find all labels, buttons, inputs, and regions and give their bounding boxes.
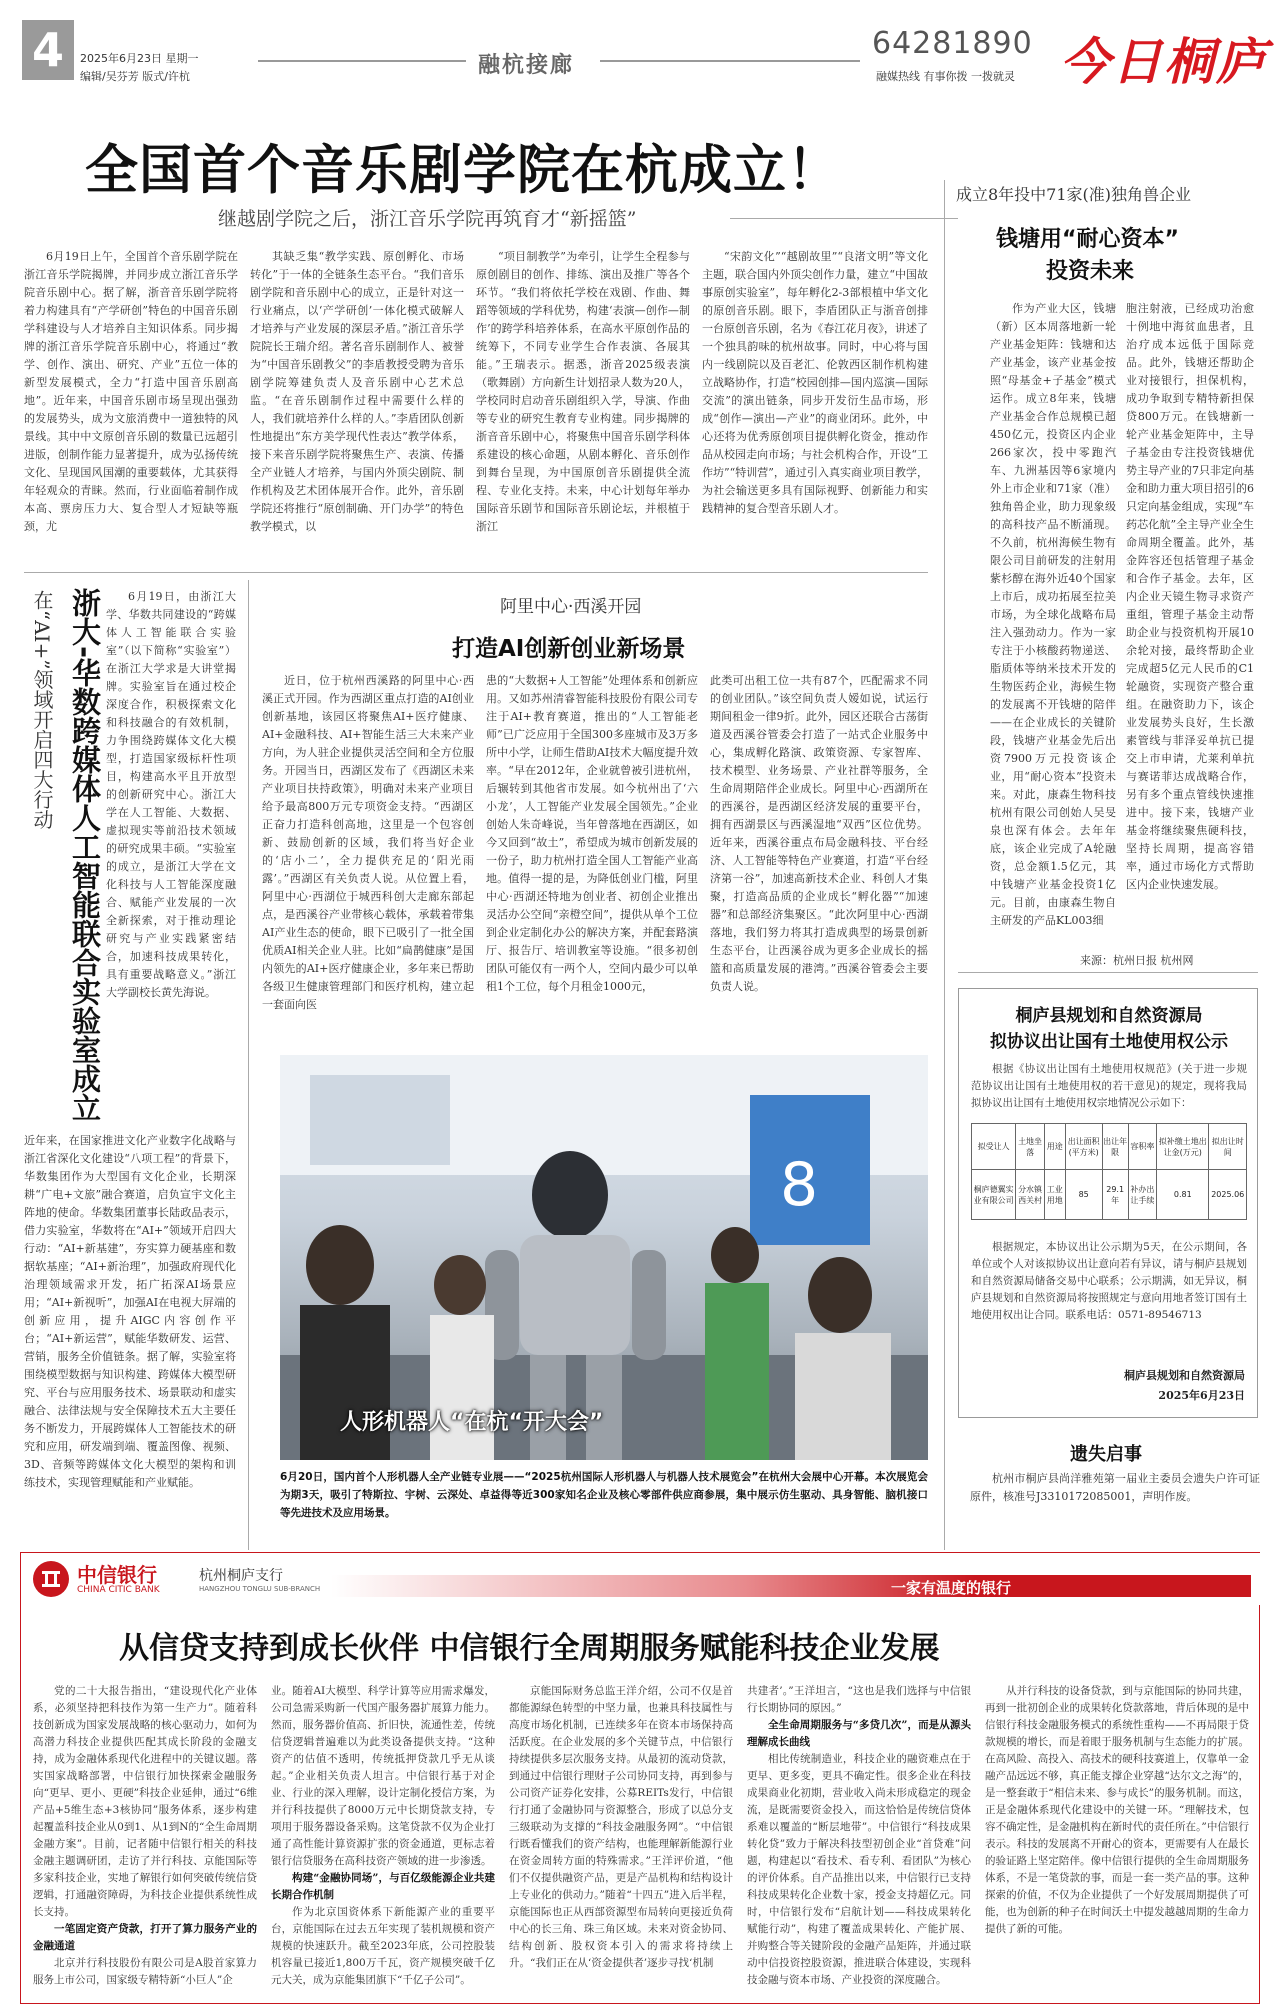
zj-side-kicker (30, 590, 54, 830)
citic-ad (20, 1552, 1260, 2004)
qiantang-source: 来源：杭州日报 杭州网 (1080, 954, 1194, 967)
citic-title: 从信贷支持到成长伙伴 中信银行全周期服务赋能科技企业发展 (119, 1631, 940, 1666)
hotline-text: 融媒热线 有事你拨 一拨就灵 (876, 70, 1015, 83)
ali-col-3: 此类可出租工位一共有87个，匹配需求不同的创业团队。”该空间负责人嫒如说，试运行期间租金一律9折。此外，园区还联合古荡街道及西溪谷管委会打造了一站式企业服务中心，集成孵化路演、政策资源、专家智库、技术模型、业务场景、产业社群等服务，全生命周期陪伴企业成长。阿里中心·西湖所在的西溪谷，是西湖区经济发展的重要平台，拥有西湖景区与西溪湿地“双西”区位优势。近年来，西溪谷重点布局金融科技、平台经济、人工智能等特色产业赛道，打造“平台经济第一谷”，加速高新技术企业、科创人才集聚，打造高品质的企业成长“孵化器”“加速器”和总部经济集聚区。“此次阿里中心·西湖落地，我们努力将其打造成典型的场景创新生态平台，让西溪谷成为更多企业成长的摇篮和高质量发展的港湾。”西溪谷管委会主要负责人说。 (710, 674, 928, 993)
table-cell: 桐庐德翼实业有限公司 (972, 1170, 1016, 1220)
zj-col-wide: 近年来，在国家推进文化产业数字化战略与浙江省深化文化建设“八项工程”的背景下，华数集团作为大型国有文化企业，长期深耕“广电+文旅”融合赛道，启负宣宇文化主阵地的使命。华数集团董事长陆政品表示，借力实验室，华数将在“AI+”领域开启四大行动：“AI+新基建”，夯实算力硬基座和数据软基座；“AI+新治理”，加强政府现代化治理领域需求开发，拓广拓深AI场景应用；“AI+新视听”，加强AI在电视大屏端的创新应用，提升AIGC内容创作平台；“AI+新运营”，赋能华数研发、运营、营销，服务全价值链条。据了解，实验室将围绕模型数据与知识构建、跨媒体大模型研究、平台与应用服务技术、场景联动和虚实融合、法律法规与安全保障技术五大主要任务不断发力，开展跨媒体人工智能技术的研究和应用，研发端到端、覆盖图像、视频、3D、音频等跨媒体文化大模型的架构和训练技术，实现管理赋能和产业赋能。 (24, 1134, 236, 1489)
page-number: 4 (22, 20, 74, 80)
paper-logo: 今日桐庐 (1060, 32, 1268, 91)
table-header-cell: 用途 (1044, 1124, 1065, 1170)
qiantang-title-line-2: 投资未来 (1046, 259, 1135, 284)
editors-line: 编辑/吴芬芳 版式/许杭 (80, 70, 190, 83)
land-table (971, 1123, 1247, 1220)
right-column-rule (944, 180, 945, 1550)
lead-bottom-rule (24, 572, 928, 573)
citic-slogan: 一家有温度的银行 (891, 1579, 1012, 1597)
table-cell: 补办出让手续 (1128, 1170, 1157, 1220)
tonglu-intro: 根据《协议出让国有土地使用权规范》(关于进一步规范协议出让国有土地使用权的若干意见)的规定，现将我局拟协议出让国有土地使用权宗地情况公示如下： (971, 1063, 1247, 1109)
lost-text: 杭州市桐庐县尚洋雅苑第一届业主委员会遗失户许可证原件，核准号J3310172085001，声明作废。 (970, 1472, 1260, 1503)
citic-name-cn: 中信银行 (77, 1563, 157, 1587)
zj-headline-text: 浙大-华数跨媒体人工智能联合实验室成立 (68, 588, 102, 1123)
ali-title: 打造AI创新创业新场景 (452, 636, 686, 662)
svg-text:8: 8 (780, 1150, 819, 1220)
lost-title: 遗失启事 (1070, 1444, 1142, 1465)
tonglu-title-line-2: 拟协议出让国有土地使用权公示 (990, 1032, 1228, 1052)
tonglu-body: 根据规定，本协议出让公示期为5天，在公示期间，各单位或个人对该拟协议出让意向若有异议，请与桐庐县规划和自然资源局储备交易中心联系；公示期满，如无异议，桐庐县规划和自然资源局将按照规定与意向用地者签订国有土地使用权出让合同。联系电话：0571-89546713 (971, 1241, 1247, 1321)
zj-headline (62, 588, 102, 1122)
table-cell: 2025.06 (1209, 1170, 1247, 1220)
citic-col-1: 党的二十大报告指出，“建设现代化产业体系，必须坚持把科技作为第一生产力”。随着科技创新成为国家发展战略的核心驱动力，如何为高潜力科技企业提供匹配其成长阶段的金融支持，成为金融体系现代化进程中的关键议题。落实国家战略部署，中信银行加快探索金融服务向“更早、更小、更硬”科技企业延伸，通过“6维产品+5维生态+3核协同”服务体系，逐步构建起覆盖科技企业从0到1、从1到N的“全生命周期金融方案”。目前，记者随中信银行相关的科技金融主题调研团，走访了并行科技、京能国际等多家科技企业，实地了解银行如何突破传统信贷逻辑，打通融资障碍，为科技企业提供系统性成长支持。 一笔固定资产贷款，打开了算力服务产业的金融通道 北京并行科技股份有限公司是A股首家算力服务上市公司，国家级专精特新“小巨人”企 (33, 1685, 257, 1986)
citic-col2-subhead: 构建“金融协同场”，与百亿级能源企业共建长期合作机制 (271, 1872, 495, 1901)
citic-name-en: CHINA CITIC BANK (77, 1585, 160, 1595)
ali-col-2: 患的“大数据+人工智能”处理体系和创新应用。又如苏州清睿智能科技股份有限公司专注于AI+教育赛道，推出的“人工智能老师”已广泛应用于全国300多座城市及3万多所中小学，让师生借助AI技术大幅度提升效率。“早在2012年，企业就曾被引进杭州，后辗转到其他省市发展。如今杭州出了‘六小龙’，人工智能产业发展全国领先。”企业创始人朱奇峰说，当年曾落地在西湖区，如今又回到“故土”，希望成为城市创新发展的一份子，助力杭州打造全国人工智能产业高地。值得一提的是，为降低创业门槛，阿里中心·西湖还特地为创业者、初创企业推出灵活办公空间“亲橙空间”，提供从单个工位到企业定制化办公的解决方案，并配套路演厅、报告厅、培训教室等设施。“很多初创团队可能仅有一两个人，空间内最少可以单租1个工位，每个月租金1000元， (486, 674, 698, 993)
table-cell: 工业用地 (1044, 1170, 1065, 1220)
citic-col-4: 共建者’。”王洋坦言，“这也是我们选择与中信银行长期协同的原因。” 全生命周期服务与“多贷几次”，而是从源头理解成长曲线 相比传统制造业，科技企业的融资难点在于更早、更多变，更具不确定性。很多企业在科技成果商业化初期，营业收入尚未形成稳定的现金流，是既需要资金投入，而这恰恰是传统信贷体系难以覆盖的“断层地带”。中信银行“科技成果转化贷”致力于解决科技型初创企业“首贷难”问题，构建起以“看技术、看专利、看团队”为核心的评价体系。自产品推出以来，中信银行已支持科技成果转化企业数十家，授金支持超亿元。同时，中信银行发布“启航计划——科技成果转化赋能行动”，构建了覆盖成果转化、产能扩展、并购整合等关键阶段的金融产品矩阵，并通过联动中信投资控股资源，推进联合体建设，实现科技金融与资本市场、产业投资的深度融合。 (747, 1685, 971, 1986)
zj-side-kicker-text: 在“AI+”领域开启四大行动 (30, 590, 54, 830)
table-header-cell: 出让年限 (1102, 1124, 1128, 1170)
citic-logo-icon (33, 1561, 69, 1597)
qiantang-bottom-rule (958, 972, 1258, 973)
ali-kicker: 阿里中心·西溪开园 (500, 597, 642, 617)
lead-title: 全国首个音乐剧学院在杭成立！ (85, 140, 841, 201)
lead-col-2: 其缺乏集“教学实践、原创孵化、市场转化”于一体的全链条生态平台。“我们音乐剧学院和音乐剧中心的成立，正是针对这一行业痛点，以‘产学研创’一体化模式破解人才培养与产业发展的深层矛盾。”浙江音乐学院院长王瑞介绍。著名音乐剧制作人、被誉为“中国音乐剧教父”的李盾教授受聘为音乐剧学院筹建负责人及音乐剧中心艺术总监。“在音乐剧制作过程中需要什么样的人，我们就培养什么样的人。”李盾团队创新性地提出“东方美学现代性表达”教学体系，接下来音乐剧学院将聚焦生产、表演、传播全产业链人才培养，与国内外顶尖剧院、制作机构及艺术团体展开合作。此外，音乐剧学院还将推行“原创制确、开门办学”的特色教学模式，以 (250, 250, 464, 533)
expo-photo-art (280, 1055, 928, 1460)
citic-col-3: 京能国际财务总监王洋介绍，公司不仅是首都能源绿色转型的中坚力量，也兼具科技属性与高度市场化机制，已连续多年在资本市场保持高活跃度。在企业发展的多个关键节点，中信银行持续提供多层次服务支持。从最初的流动贷款，到通过中信银行理财子公司协同支持，再到参与公司资产证券化安排，公募REITs发行，中信银行打通了金融协同与资源整合，形成了以总分支三级联动为支撑的“科技金融服务网”。“中信银行既看懂我们的资产结构，也能理解新能源行业在资金周转方面的特殊需求。”王洋评价道，“他们不仅提供融资产品，更是产品机构和结构设计上专业化的供动力。”随着“十四五”进入后半程，京能国际也正从西部资源型布局转向更接近负荷中心的长三角、珠三角区域。未来对资金协同、结构创新、股权资本引入的需求将持续上升。“我们正在从‘资金提供者’逐步寻找‘机制 (509, 1685, 733, 1969)
table-header-row (972, 1124, 1247, 1170)
qiantang-kicker: 成立8年投中71家(准)独角兽企业 (956, 185, 1192, 204)
citic-branch: 杭州桐庐支行 (199, 1568, 283, 1584)
tonglu-date: 2025年6月23日 (1158, 1389, 1245, 1402)
table-row (972, 1170, 1247, 1220)
hotline-number: 64281890 (872, 26, 1033, 61)
lead-col-4: “宋韵文化”“越剧故里”“良渚文明”等文化主题，联合国内外顶尖创作力量，建立“中国故事原创实验室”，每年孵化2-3部根植中华文化的原创音乐剧。眼下，李盾团队正与浙音创排一台原创音乐剧，名为《春江花月夜》，讲述了一个独具韵味的杭州故事。同时，中心将与国内一线剧院以及百老汇、伦敦西区制作机构建立战略协作，打造“校园创排—国内巡演—国际交流”的演出链条，同步开发衍生品市场，形成“创作—演出—产业”的商业闭环。此外，中心还将为优秀原创项目提供孵化资金，推动作品从校园走向市场；与社会机构合作，开设“工作坊”“特训营”，通过引入真实商业项目教学，为社会输送更多具有国际视野、创新能力和实践精神的复合型音乐剧人才。 (702, 250, 928, 515)
tonglu-title-line-1: 桐庐县规划和自然资源局 (1015, 1006, 1203, 1026)
table-header-cell: 拟受让人 (972, 1124, 1016, 1170)
table-cell: 85 (1065, 1170, 1102, 1220)
zj-col-narrow: 6月19日，由浙江大学、华数共同建设的“跨媒体人工智能联合实验室”（以下简称“实验室”）在浙江大学求是大讲堂揭牌。实验室旨在通过校企深度合作，积极探索文化和科技融合的有效机制，力争围绕跨媒体文化大模型，打造国家级标杆性项目，构建高水平且开放型的创新研究中心。浙江大学在人工智能、大数据、虚拟现实等前沿技术领域的研究成果丰硕。“实验室的成立，是浙江大学在文化科技与人工智能深度融合、赋能产业发展的一次全新探索，对于推动理论研究与产业实践紧密结合，加速科技成果转化，具有重要战略意义。”浙江大学副校长黄先海说。 (106, 590, 236, 999)
expo-photo (280, 1055, 928, 1460)
tonglu-notice (958, 988, 1258, 1418)
table-header-cell: 拟出让时间 (1209, 1124, 1247, 1170)
lead-subtitle: 继越剧学院之后，浙江音乐学院再筑育才“新摇篮” (218, 208, 637, 230)
table-cell: 分水镇西关村 (1016, 1170, 1045, 1220)
photo-overlay-title: 人形机器人“在杭“开大会” (340, 1410, 604, 1435)
citic-col-2: 业。随着AI大模型、科学计算等应用需求爆发，公司急需采购新一代国产服务器扩展算力能力。然而，服务器价值高、折旧快，流通性差，传统信贷逻辑普遍难以为此类设备提供支持。“这种资产的估值不透明，传统抵押贷款几乎无从谈起。”企业相关负责人坦言。中信银行基于对企业、行业的深入理解，设计定制化授信方案，为并行科技提供了8000万元中长期贷款支持，专项用于服务器设备采购。这笔贷款不仅为企业打通了高性能计算资源扩张的资金通道，更标志着银行信贷服务在高科技资产领域的进一步渗透。 构建“金融协同场”，与百亿级能源企业共建长期合作机制 作为北京国资体系下新能源产业的重要平台，京能国际在过去五年实现了装机规模和资产规模的快速跃升。截至2023年底，公司控股装机容量已接近1,800万千瓦，资产规模突破千亿元大关，成为京能集团旗下“千亿子公司”。 (271, 1685, 495, 1986)
lead-subtitle-rule (730, 218, 958, 219)
masthead (0, 0, 1280, 91)
citic-branch-en: HANGZHOU TONGLU SUB-BRANCH (199, 1585, 321, 1593)
citic-col1-subhead: 一笔固定资产贷款，打开了算力服务产业的金融通道 (33, 1923, 257, 1952)
table-header-cell: 出让面积(平方米) (1065, 1124, 1102, 1170)
citic-col4-subhead: 全生命周期服务与“多贷几次”，而是从源头理解成长曲线 (747, 1719, 971, 1748)
table-header-cell: 拟补缴土地出让金(万元) (1157, 1124, 1209, 1170)
qiantang-col-1: 作为产业大区，钱塘（新）区本周落地新一轮产业基金矩阵：钱塘和达产业基金，该产业基金按照“母基金+子基金”模式运作。成立8年来，钱塘产业基金合作总规模已超450亿元，投资区内企业266家次，投中零跑汽车、九洲基因等6家境内外上市企业和71家（准）独角兽企业，助力现象级的高科技产品不断涌现。不久前，杭州海候生物有限公司目前研发的注射用紫杉醇在海外近40个国家上市后，成功拓展至拉美市场，为全球化战略布局注入强劲动力。作为一家专注于小核酸药物递送、脂质体等纳米技术开发的生物医药企业，海候生物的发展离不开钱塘的陪伴——在企业成长的关键阶段，钱塘产业基金先后出资7900万元投资该企业，用“耐心资本”投资未来。对此，康森生物科技杭州有限公司创始人吴旻泉也深有体会。去年年底，该企业完成了A轮融资，总金额1.5亿元，其中钱塘产业基金投资1亿元。目前，由康森生物自主研发的产品KL003细 (990, 302, 1116, 927)
zj-divider (248, 580, 249, 1550)
table-header-cell: 土地坐落 (1016, 1124, 1045, 1170)
section-rule-left (258, 60, 466, 62)
table-cell: 29.1年 (1102, 1170, 1128, 1220)
qiantang-title-line-1: 钱塘用“耐心资本” (996, 227, 1179, 252)
issue-date: 2025年6月23日 星期一 (80, 52, 199, 65)
section-name: 融杭接廊 (478, 53, 575, 78)
citic-col-5: 从并行科技的设备贷款，到与京能国际的协同共建，再到一批初创企业的成果转化贷款落地，背后体现的是中信银行科技金融服务模式的系统性重构——不再局限于贷款规模的增长，而是着眼于服务机制与生态能力的扩展。在高风险、高投入、高技术的硬科技赛道上，仅靠单一金融产品远远不够，真正能支撑企业穿越“达尔文之海”的，是一整套敢于“相信未来、参与成长”的服务机制。而这，正是金融体系现代化建设中的关键一环。“理解技术，包容不确定性，是金融机构在新时代的责任所在。”中信银行表示。科技的发展离不开耐心的资本，更需要有人在最长的验证路上坚定陪伴。像中信银行提供的全生命周期服务体系，不是一笔贷款的事，而是一套一类产品的事。这种探索的价值，不仅为企业提供了一个好发展周期提供了可能，也为创新的种子在时间沃土中提发越越周期的生命力提供了新的可能。 (985, 1685, 1249, 1935)
table-cell: 0.81 (1157, 1170, 1209, 1220)
ali-col-1: 近日，位于杭州西溪路的阿里中心·西溪正式开园。作为西湖区重点打造的AI创业创新基地，该园区将聚焦AI+医疗健康、AI+金融科技、AI+智能生活三大未来产业方向，为人驻企业提供灵活空间和全方位服务。开园当日，西湖区发布了《西湖区未来产业项目扶持政策》，明确对未来产业项目给予最高800万元专项资金支持。“西湖区正奋力打造科创高地，这里是一个包容创新、鼓励创新的区域，我们将当好企业的‘店小二’，全力提供充足的‘阳光雨露’。”西湖区有关负责人说。从位置上看，阿里中心·西湖位于城西科创大走廊东部起点，是西溪谷产业带核心载体，承载着带集AI产业生态的使命，眼下已吸引了一批全国优质AI相关企业人驻。比如“扁鹊健康”是国内领先的AI+医疗健康企业，多年来已帮助各级卫生健康管理部门和医疗机构，建立起一套面向医 (262, 674, 474, 1011)
citic-logo-mark (33, 1561, 69, 1597)
lead-col-1: 6月19日上午，全国首个音乐剧学院在浙江音乐学院揭牌，并同步成立浙江音乐学院音乐剧中心。据了解，浙音音乐剧学院将着力构建具有“产学研创”特色的中国音乐剧学科建设与人才培养自主知识体系。同步揭牌的浙江音乐学院音乐剧中心，将通过“教学、创作、演出、研究、产业”五位一体的新型发展模式，全力“打造中国音乐剧高地”。近年来，中国音乐剧市场呈现出强劲的发展势头，成为文旅消费中一道独特的风景线。其中中文原创音乐剧的数量已远超引进版，创制作能力显著提升，成为弘扬传统文化、呈现国风国潮的重要载体，尤其获得年轻观众的青睐。然而，行业面临着制作成本高、票房压力大、复合型人才短缺等瓶颈，尤 (24, 250, 238, 533)
table-header-cell: 容积率 (1128, 1124, 1157, 1170)
citic-slogan-bar (331, 1575, 1251, 1597)
section-rule-right (600, 60, 860, 62)
photo-caption: 6月20日，国内首个人形机器人全产业链专业展——“2025杭州国际人形机器人与机器人技术展览会”在杭州大会展中心开幕。本次展览会为期3天，吸引了特斯拉、宇树、云深处、卓益得等近300家知名企业及核心零部件供应商参展，集中展示仿生驱动、具身智能、脑机接口等先进技术及应用场景。 (280, 1471, 928, 1519)
tonglu-signature: 桐庐县规划和自然资源局 (1124, 1369, 1245, 1382)
qiantang-col-2: 胞注射液，已经成功治愈十例地中海贫血患者，且治疗成本远低于国际竞品。此外，钱塘还帮助企业对接银行，担保机构，成功争取到专精特新担保贷800万元。在钱塘新一轮产业基金矩阵中，主导子基金由专注投资钱塘优势主导产业的7只非定向基金和助力重大项目招引的6只定向基金组成，实现“车药芯化航”全主导产业全生命周期全覆盖。此外，基金阵容还包括管理子基金和合作子基金。去年，区内企业天镜生物寻求资产重组，管理子基金主动帮助企业与投资机构开展10余轮对接，最终帮助企业完成超5亿元人民币的C1轮融资，实现资产整合重组。在融资助力下，该企业发展势头良好，生长激素管线与菲泽妥单抗已提交上市申请，尤莱利单抗与赛诺菲达成战略合作，另有多个重点管线快速推进中。接下来，钱塘产业基金将继续聚焦硬科技，坚持长周期，提高容错率，通过市场化方式帮助区内企业快速发展。 (1126, 302, 1254, 891)
lead-col-3: “项目制教学”为牵引，让学生全程参与原创剧目的创作、排练、演出及推广等各个环节。“我们将依托学校在戏剧、作曲、舞蹈等领域的学科优势，构建‘表演—创作—制作’的跨学科培养体系，在高水平原创作品的统筹下，不同专业学生合作表演、各展其能。”王瑞表示。据悉，浙音2025级表演（歌舞剧）方向新生计划招录人数为20人，学校同时启动音乐剧组织入学，导演、作曲等专业的研究生教育专业构建。同步揭牌的浙音音乐剧中心，将聚焦中国音乐剧学科体系建设的核心命题，从剧本孵化、音乐创作到舞台呈现，为中国原创音乐剧提供全流程、专业化支持。未来，中心计划每年举办国际音乐剧节和国际音乐剧论坛，并根植于浙江 (476, 250, 690, 533)
